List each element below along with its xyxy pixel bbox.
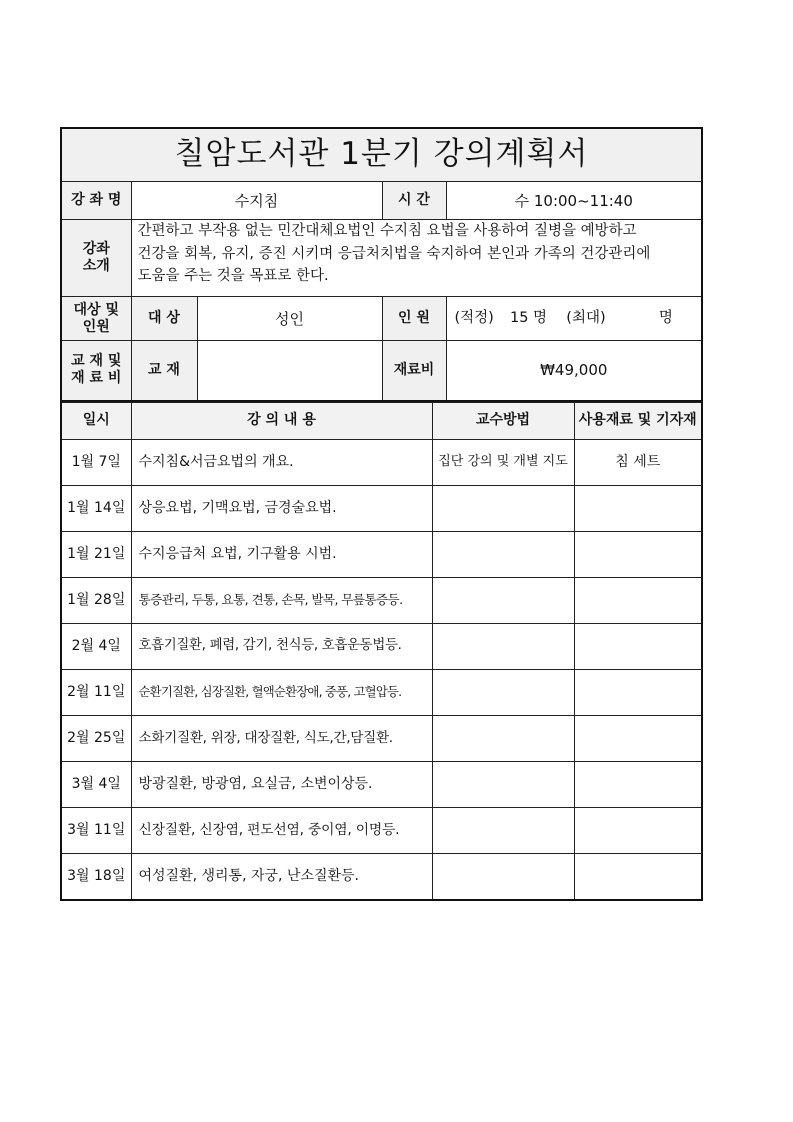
schedule-header-content: 강 의 내 용 — [131, 402, 432, 439]
row-method — [432, 485, 574, 531]
row-date: 2월 25일 — [61, 715, 131, 761]
people-label: 인 원 — [382, 297, 446, 341]
people-max-unit: 명 — [658, 309, 673, 326]
row-content: 통증관리, 두통, 요통, 견통, 손목, 발목, 무릎통증등. — [131, 577, 432, 623]
row-method: 집단 강의 및 개별 지도 — [432, 439, 574, 485]
intro-label: 강좌 소개 — [61, 220, 131, 297]
row-materials — [574, 531, 702, 577]
row-materials — [574, 623, 702, 669]
row-materials — [574, 761, 702, 807]
row-materials — [574, 715, 702, 761]
row-date: 1월 14일 — [61, 485, 131, 531]
people-max-label: (최대) — [566, 309, 606, 326]
schedule-header-method: 교수방법 — [432, 402, 574, 439]
table-row — [61, 853, 702, 900]
time-value: 수 10:00~11:40 — [446, 182, 702, 220]
row-date: 1월 21일 — [61, 531, 131, 577]
intro-line: 간편하고 부작용 없는 민간대체요법인 수지침 요법을 사용하여 질병을 예방하고 — [137, 223, 637, 239]
course-name-value: 수지침 — [131, 182, 382, 220]
row-content: 여성질환, 생리통, 자궁, 난소질환등. — [131, 853, 432, 900]
table-row — [61, 623, 702, 669]
target-value: 성인 — [197, 297, 382, 341]
row-method — [432, 715, 574, 761]
row-materials — [574, 807, 702, 853]
row-method — [432, 577, 574, 623]
row-method — [432, 669, 574, 715]
row-materials — [574, 669, 702, 715]
fee-label: 재료비 — [382, 341, 446, 401]
people-value — [446, 297, 702, 341]
table-row — [61, 761, 702, 807]
row-content: 소화기질환, 위장, 대장질환, 식도,간,담질환. — [131, 715, 432, 761]
row-content: 신장질환, 신장염, 편도선염, 중이염, 이명등. — [131, 807, 432, 853]
target-label: 대 상 — [131, 297, 197, 341]
schedule-header-materials: 사용재료 및 기자재 — [574, 402, 702, 439]
row-content: 방광질환, 방광염, 요실금, 소변이상등. — [131, 761, 432, 807]
textbook-value — [197, 341, 382, 401]
table-row — [61, 485, 702, 531]
table-row — [61, 715, 702, 761]
intro-line: 건강을 회복, 유지, 증진 시키며 응급처치법을 숙지하여 본인과 가족의 건강관리에 — [137, 245, 651, 262]
lecture-plan-document — [60, 127, 701, 901]
intro-text — [131, 220, 702, 297]
row-content: 수지침&서금요법의 개요. — [131, 439, 432, 485]
row-content: 수지응급처 요법, 기구활용 시범. — [131, 531, 432, 577]
people-recommended-label: (적정) — [454, 309, 494, 326]
row-materials — [574, 485, 702, 531]
time-label: 시 간 — [382, 182, 446, 220]
info-table — [60, 127, 703, 402]
table-row — [61, 577, 702, 623]
row-date: 2월 4일 — [61, 623, 131, 669]
fee-value: ₩49,000 — [446, 341, 702, 401]
textbook-label: 교 재 — [131, 341, 197, 401]
row-method — [432, 623, 574, 669]
table-row — [61, 669, 702, 715]
row-date: 3월 4일 — [61, 761, 131, 807]
table-row — [61, 807, 702, 853]
row-materials — [574, 577, 702, 623]
row-method — [432, 853, 574, 900]
row-method — [432, 761, 574, 807]
row-content: 순환기질환, 심장질환, 혈액순환장애, 중풍, 고혈압등. — [131, 669, 432, 715]
row-method — [432, 807, 574, 853]
row-content: 상응요법, 기맥요법, 금경술요법. — [131, 485, 432, 531]
schedule-table — [60, 402, 703, 901]
row-materials: 침 세트 — [574, 439, 702, 485]
materials-group-label: 교 재 및 재 료 비 — [61, 341, 131, 401]
intro-line: 도움을 주는 것을 목표로 한다. — [137, 268, 329, 284]
row-date: 1월 7일 — [61, 439, 131, 485]
target-group-label: 대상 및 인원 — [61, 297, 131, 341]
row-materials — [574, 853, 702, 900]
row-method — [432, 531, 574, 577]
people-recommended-count: 15 — [509, 309, 529, 326]
row-content: 호흡기질환, 폐렴, 감기, 천식등, 호흡운동법등. — [131, 623, 432, 669]
page-title: 칠암도서관 1분기 강의계획서 — [61, 128, 702, 182]
course-name-label: 강 좌 명 — [61, 182, 131, 220]
schedule-header-date: 일시 — [61, 402, 131, 439]
row-date: 3월 11일 — [61, 807, 131, 853]
row-date: 1월 28일 — [61, 577, 131, 623]
people-unit: 명 — [533, 309, 548, 326]
row-date: 2월 11일 — [61, 669, 131, 715]
table-row — [61, 531, 702, 577]
row-date: 3월 18일 — [61, 853, 131, 900]
table-row — [61, 439, 702, 485]
